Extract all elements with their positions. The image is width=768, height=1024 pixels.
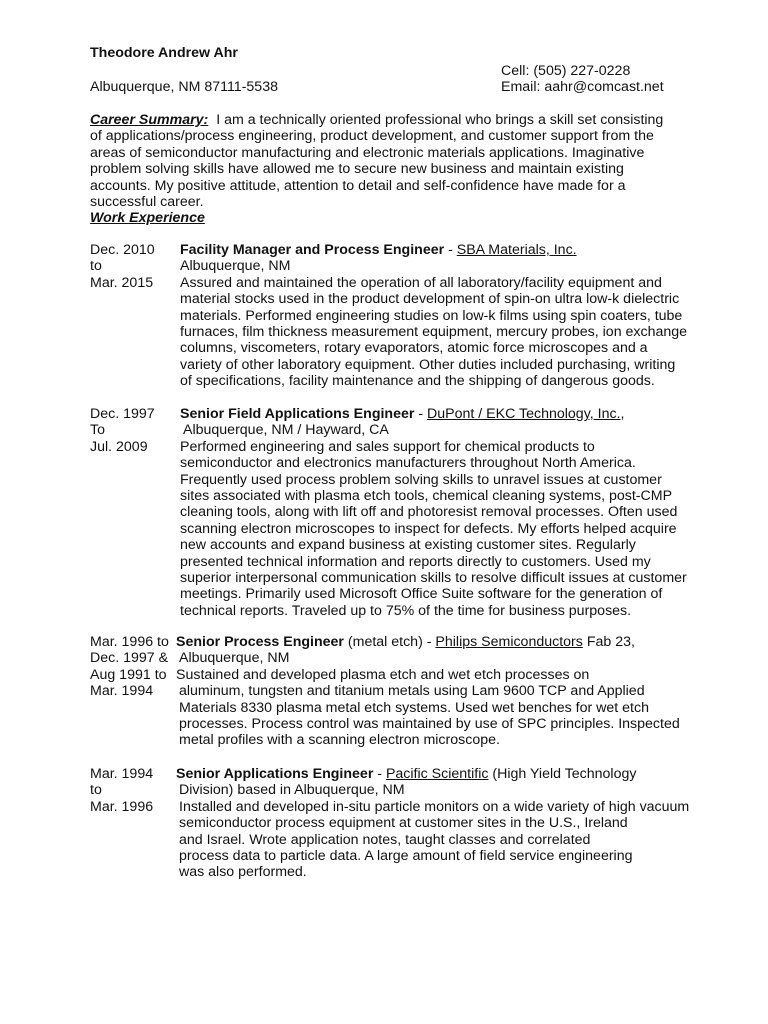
job-line: aluminum, tungsten and titanium metals using Lam 9600 TCP and Applied	[179, 683, 645, 700]
email-address: Email: aahr@comcast.net	[501, 79, 664, 95]
job-line: Division) based in Albuquerque, NM	[179, 782, 405, 799]
job-line: superior interpersonal communication skills to resolve difficult issues at customer	[180, 570, 687, 587]
job-date-line: Dec. 2010	[90, 242, 155, 258]
job-company: SBA Materials, Inc.	[456, 242, 577, 258]
job-heading	[176, 766, 686, 782]
job-line: Assured and maintained the operation of all laboratory/facility equipment and	[180, 274, 662, 291]
job-date-line: Dec. 1997	[90, 406, 155, 422]
job-dates	[90, 766, 182, 815]
job-line: presented technical information and reports directly to customers. Used my	[180, 553, 651, 570]
job-body	[180, 242, 690, 390]
job-separator: -	[444, 242, 457, 258]
job-dates	[90, 242, 182, 291]
job-line: material stocks used in the product development of spin-on ultra low-k dielectric	[180, 291, 680, 308]
job-company: Philips Semiconductors	[435, 634, 583, 650]
job-heading	[180, 406, 690, 422]
job-heading	[180, 242, 690, 258]
work-experience-heading: Work Experience	[90, 210, 205, 226]
career-summary-text: I am a technically oriented professional who brings a skill set consisting of applications/process engineering, product development, and customer support from the areas of semiconductor manufacturing and electronic materials applications. Imaginative problem solving skills have allowed me to secure new business and maintain existing accounts. My positive attitude, attention to detail and self-confidence have made for a successful career.	[90, 112, 664, 211]
job-body	[176, 634, 686, 749]
job-line: columns, viscometers, rotary evaporators, atomic force microscopes and a	[180, 340, 648, 357]
job-body	[176, 766, 690, 881]
job-line: Albuquerque, NM / Hayward, CA	[183, 422, 389, 439]
job-dates	[90, 634, 182, 700]
job-role: Facility Manager and Process Engineer	[180, 242, 445, 258]
job-line: process data to particle data. A large amount of field service engineering	[179, 848, 633, 865]
job-line: Albuquerque, NM	[179, 650, 290, 667]
job-line: meetings. Primarily used Microsoft Office Suite software for the generation of	[180, 586, 663, 603]
job-line: processes. Process control was maintained by use of SPC principles. Inspected	[179, 716, 680, 733]
job-line: of specifications, facility maintenance and the shipping of dangerous goods.	[180, 373, 655, 390]
job-date-line: Jul. 2009	[90, 438, 148, 455]
job-heading-suffix: ,	[620, 406, 625, 422]
job-line: new accounts and expand business at existing customer sites. Regularly	[180, 537, 636, 554]
job-line: Performed engineering and sales support for chemical products to	[180, 438, 595, 455]
job-date-line: to	[90, 782, 102, 799]
job-dates	[90, 406, 182, 455]
job-date-line: Mar. 1996 to	[90, 634, 169, 650]
candidate-name: Theodore Andrew Ahr	[90, 45, 238, 61]
job-heading	[176, 634, 686, 650]
job-date-line: To	[90, 422, 105, 439]
job-role: Senior Field Applications Engineer	[180, 406, 415, 422]
career-summary-label: Career Summary:	[90, 112, 209, 128]
job-company: Pacific Scientific	[385, 766, 489, 782]
job-line: semiconductor process equipment at customer sites in the U.S., Ireland	[179, 815, 628, 832]
job-heading-suffix: Fab 23,	[582, 634, 635, 650]
job-line: scanning electron microscopes to inspect for defects. My efforts helped acquire	[180, 520, 677, 537]
job-line: and Israel. Wrote application notes, taught classes and correlated	[179, 831, 591, 848]
job-line: technical reports. Traveled up to 75% of the time for business purposes.	[180, 602, 632, 619]
job-heading-suffix: (High Yield Technology	[488, 766, 637, 782]
job-separator: (metal etch) -	[343, 634, 436, 650]
job-company: DuPont / EKC Technology, Inc.	[427, 406, 621, 422]
job-separator: -	[414, 406, 428, 422]
job-line: sites associated with plasma etch tools, chemical cleaning systems, post-CMP	[180, 488, 673, 505]
job-line: semiconductor and electronics manufacturers throughout North America.	[180, 455, 636, 472]
job-line: variety of other laboratory equipment. Other duties included purchasing, writing	[180, 356, 676, 373]
job-line: metal profiles with a scanning electron microscope.	[179, 732, 500, 749]
job-role: Senior Process Engineer	[176, 634, 344, 650]
job-body	[180, 406, 690, 619]
job-date-line: Mar. 1994	[90, 683, 154, 700]
job-line: Materials 8330 plasma metal etch systems. Used wet benches for wet etch	[179, 699, 649, 716]
job-line: Sustained and developed plasma etch and wet etch processes on	[176, 666, 590, 683]
career-summary	[90, 112, 670, 210]
job-date-line: Mar. 1994	[90, 766, 154, 782]
job-date-line: to	[90, 258, 102, 275]
job-line: Installed and developed in-situ particle monitors on a wide variety of high vacuum	[179, 798, 690, 815]
job-date-line: Mar. 2015	[90, 274, 154, 291]
job-date-line: Dec. 1997 &	[90, 650, 169, 667]
job-line: materials. Performed engineering studies on low-k films using spin coaters, tube	[180, 307, 683, 324]
job-line: Frequently used process problem solving skills to unravel issues at customer	[180, 471, 662, 488]
job-separator: -	[373, 766, 386, 782]
job-line: was also performed.	[179, 864, 307, 881]
job-date-line: Aug 1991 to	[90, 666, 167, 683]
job-line: furnaces, film thickness measurement equipment, mercury probes, ion exchange	[180, 324, 688, 341]
job-date-line: Mar. 1996	[90, 798, 154, 815]
job-role: Senior Applications Engineer	[176, 766, 374, 782]
candidate-location: Albuquerque, NM 87111-5538	[90, 79, 278, 95]
cell-phone: Cell: (505) 227-0228	[501, 63, 631, 79]
job-line: cleaning tools, along with lift off and photoresist removal processes. Often used	[180, 504, 678, 521]
job-line: Albuquerque, NM	[180, 258, 291, 275]
